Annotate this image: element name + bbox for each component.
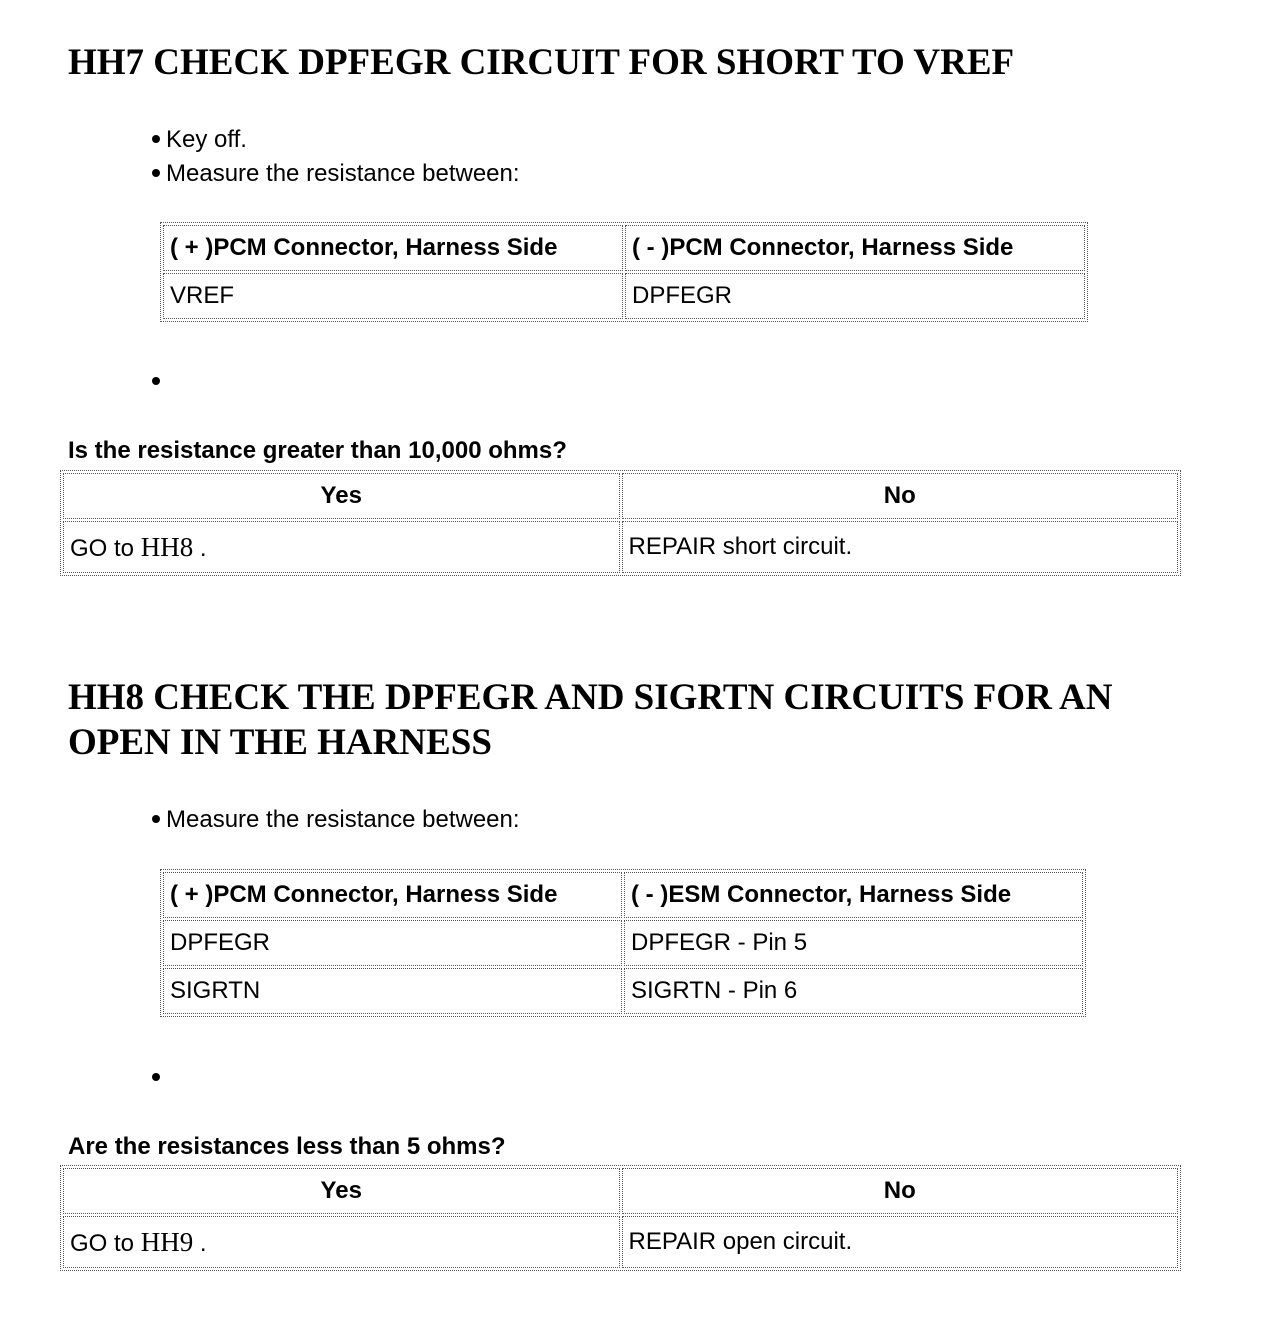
cell: SIGRTN - Pin 6	[624, 968, 1083, 1014]
no-cell: REPAIR open circuit.	[622, 1216, 1179, 1268]
empty-step	[152, 1063, 166, 1093]
step-text: Measure the resistance between:	[166, 806, 520, 833]
step-measure	[152, 805, 520, 835]
cell: DPFEGR	[625, 273, 1085, 319]
go-to-text: GO to	[70, 534, 135, 562]
header-negative: ( - )ESM Connector, Harness Side	[624, 872, 1083, 918]
hh8-link[interactable]: HH8	[140, 531, 194, 562]
header-positive: ( + )PCM Connector, Harness Side	[163, 872, 622, 918]
bullet-icon	[152, 377, 160, 385]
bullet-icon	[152, 815, 160, 823]
hh7-question: Is the resistance greater than 10,000 ohms?	[68, 437, 567, 464]
step-text: Key off.	[166, 126, 247, 153]
empty-step	[152, 367, 166, 397]
cell: SIGRTN	[163, 968, 622, 1014]
cell: VREF	[163, 273, 623, 319]
cell: DPFEGR	[163, 920, 622, 966]
hh7-title: HH7 CHECK DPFEGR CIRCUIT FOR SHORT TO VREF	[68, 42, 1015, 83]
hh7-answer-table	[60, 470, 1181, 576]
yes-cell	[63, 1216, 620, 1268]
suffix: .	[193, 534, 207, 562]
hh7-connector-table	[160, 222, 1088, 322]
yes-cell	[63, 521, 620, 573]
hh9-link[interactable]: HH9	[140, 1226, 194, 1257]
cell: DPFEGR - Pin 5	[624, 920, 1083, 966]
suffix: .	[193, 1229, 207, 1257]
step-text: Measure the resistance between:	[166, 160, 520, 187]
hh8-connector-table	[160, 869, 1086, 1017]
step-measure	[152, 159, 520, 189]
table-row	[163, 273, 1085, 319]
header-negative: ( - )PCM Connector, Harness Side	[625, 225, 1085, 271]
hh8-answer-table	[60, 1165, 1181, 1271]
no-header: No	[622, 473, 1179, 519]
table-row	[63, 521, 1178, 573]
go-to-text: GO to	[70, 1229, 135, 1257]
table-row	[163, 968, 1083, 1014]
hh8-title-line1: HH8 CHECK THE DPFEGR AND SIGRTN CIRCUITS FOR AN	[68, 677, 1113, 718]
table-row	[163, 920, 1083, 966]
hh8-question: Are the resistances less than 5 ohms?	[68, 1133, 506, 1160]
table-row	[63, 1216, 1178, 1268]
yes-header: Yes	[63, 473, 620, 519]
hh8-title-line2: OPEN IN THE HARNESS	[68, 722, 492, 763]
header-positive: ( + )PCM Connector, Harness Side	[163, 225, 623, 271]
bullet-icon	[152, 1073, 160, 1081]
no-cell: REPAIR short circuit.	[622, 521, 1179, 573]
step-key-off	[152, 125, 247, 155]
bullet-icon	[152, 135, 160, 143]
no-header: No	[622, 1168, 1179, 1214]
yes-header: Yes	[63, 1168, 620, 1214]
bullet-icon	[152, 169, 160, 177]
